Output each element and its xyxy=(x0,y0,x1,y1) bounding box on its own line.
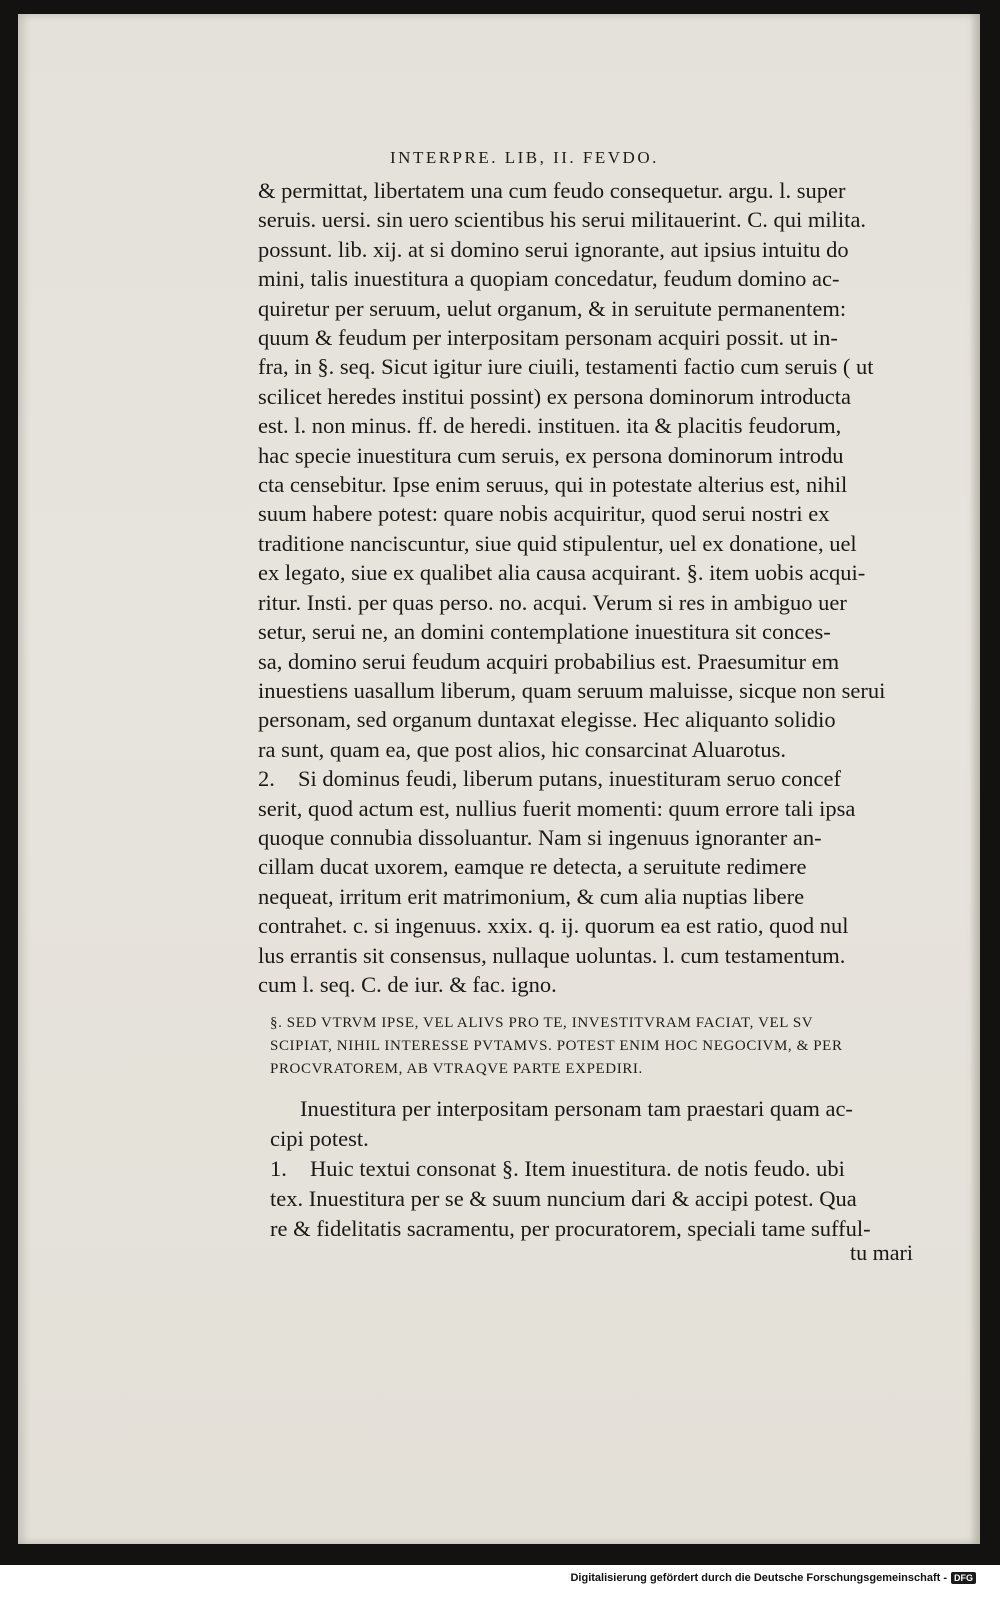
text-line: personam, sed organum duntaxat elegisse. Hec aliquanto solidio xyxy=(258,707,836,733)
text-line: ritur. Insti. per quas perso. no. acqui. Verum si res in ambiguo uer xyxy=(258,589,847,615)
text-line: Inuestitura per interpositam personam tam praestari quam ac- xyxy=(300,1096,853,1121)
note-text: Si dominus feudi, liberum putans, inuestituram seruo concef xyxy=(298,766,842,792)
text-line: setur, serui ne, an domini contemplatione inuestitura sit conces- xyxy=(258,619,831,645)
second-paragraph xyxy=(270,1094,934,1244)
text-line: est. l. non minus. ff. de heredi. instituen. ita & placitis feudorum, xyxy=(258,413,842,439)
text-line: suum habere potest: quare nobis acquiritur, quod serui nostri ex xyxy=(258,501,830,527)
text-line: seruis. uersi. sin uero scientibus his serui militauerint. C. qui milita. xyxy=(258,207,867,233)
text-line: hac specie inuestitura cum seruis, ex persona dominorum introdu xyxy=(258,442,844,468)
running-head: INTERPRE. LIB, II. FEVDO. xyxy=(390,148,659,167)
text-line: scilicet heredes institui possint) ex persona dominorum introducta xyxy=(258,383,851,409)
text-line: cum l. seq. C. de iur. & fac. igno. xyxy=(258,971,557,997)
text-line: tex. Inuestitura per se & suum nuncium dari & accipi potest. Qua xyxy=(270,1186,857,1211)
text-line: mini, talis inuestitura a quopiam concedatur, feudum domino ac- xyxy=(258,266,840,292)
footer-text: Digitalisierung gefördert durch die Deutsche Forschungsgemeinschaft - xyxy=(570,1572,947,1584)
text-line: cillam ducat uxorem, eamque re detecta, a seruitute redimere xyxy=(258,854,807,880)
heading-line: SCIPIAT, NIHIL INTERESSE PVTAMVS. POTEST ENIM HOC NEGOCIVM, & PER xyxy=(270,1038,843,1054)
text-line: ra sunt, quam ea, que post alios, hic consarcinat Aluarotus. xyxy=(258,736,786,762)
text-line: re & fidelitatis sacramentu, per procuratorem, speciali tame sufful- xyxy=(270,1216,871,1241)
text-line: ex legato, siue ex qualibet alia causa acquirant. §. item uobis acqui- xyxy=(258,560,866,586)
text-line: & permittat, libertatem una cum feudo consequetur. argu. l. super xyxy=(258,178,846,203)
page-edge-shadow xyxy=(970,14,980,1544)
note-1-first-line xyxy=(270,1154,934,1184)
text-line: inuestiens uasallum liberum, quam seruum maluisse, sicque non serui xyxy=(258,677,886,703)
note-2-first-line xyxy=(258,764,922,793)
text-line: quoque connubia dissoluantur. Nam si ingenuus ignoranter an- xyxy=(258,824,822,850)
text-line: quum & feudum per interpositam personam acquiri possit. ut in- xyxy=(258,325,838,351)
heading-line: §. SED VTRVM IPSE, VEL ALIVS PRO TE, INVESTITVRAM FACIAT, VEL SV xyxy=(270,1015,814,1031)
catchword: tu mari xyxy=(850,1240,913,1265)
dfg-logo: DFG xyxy=(951,1572,976,1584)
digitization-footer xyxy=(570,1572,976,1584)
text-line: sa, domino serui feudum acquiri probabilius est. Praesumitur em xyxy=(258,648,840,674)
section-heading xyxy=(270,1012,940,1081)
note-number: 1. xyxy=(270,1156,287,1181)
text-line: lus errantis sit consensus, nullaque uoluntas. l. cum testamentum. xyxy=(258,942,846,968)
text-line: contrahet. c. si ingenuus. xxix. q. ij. quorum ea est ratio, quod nul xyxy=(258,913,849,939)
text-line: possunt. lib. xij. at si domino serui ignorante, aut ipsius intuitu do xyxy=(258,236,849,262)
note-number: 2. xyxy=(258,766,275,792)
text-line: fra, in §. seq. Sicut igitur iure ciuili, testamenti factio cum seruis ( ut xyxy=(258,354,874,380)
text-line: quiretur per seruum, uelut organum, & in seruitute permanentem: xyxy=(258,295,847,321)
text-line: traditione nanciscuntur, siue quid stipulentur, uel ex donatione, uel xyxy=(258,530,857,556)
text-line: cta censebitur. Ipse enim seruus, qui in potestate alterius est, nihil xyxy=(258,472,848,498)
text-line: nequeat, irritum erit matrimonium, & cum alia nuptias libere xyxy=(258,883,805,909)
heading-line: PROCVRATOREM, AB VTRAQVE PARTE EXPEDIRI. xyxy=(270,1061,643,1077)
text-line: cipi potest. xyxy=(270,1126,369,1151)
main-text-block xyxy=(258,176,922,999)
note-text: Huic textui consonat §. Item inuestitura. de notis feudo. ubi xyxy=(310,1156,845,1181)
text-line: serit, quod actum est, nullius fuerit momenti: quum errore tali ipsa xyxy=(258,795,856,821)
